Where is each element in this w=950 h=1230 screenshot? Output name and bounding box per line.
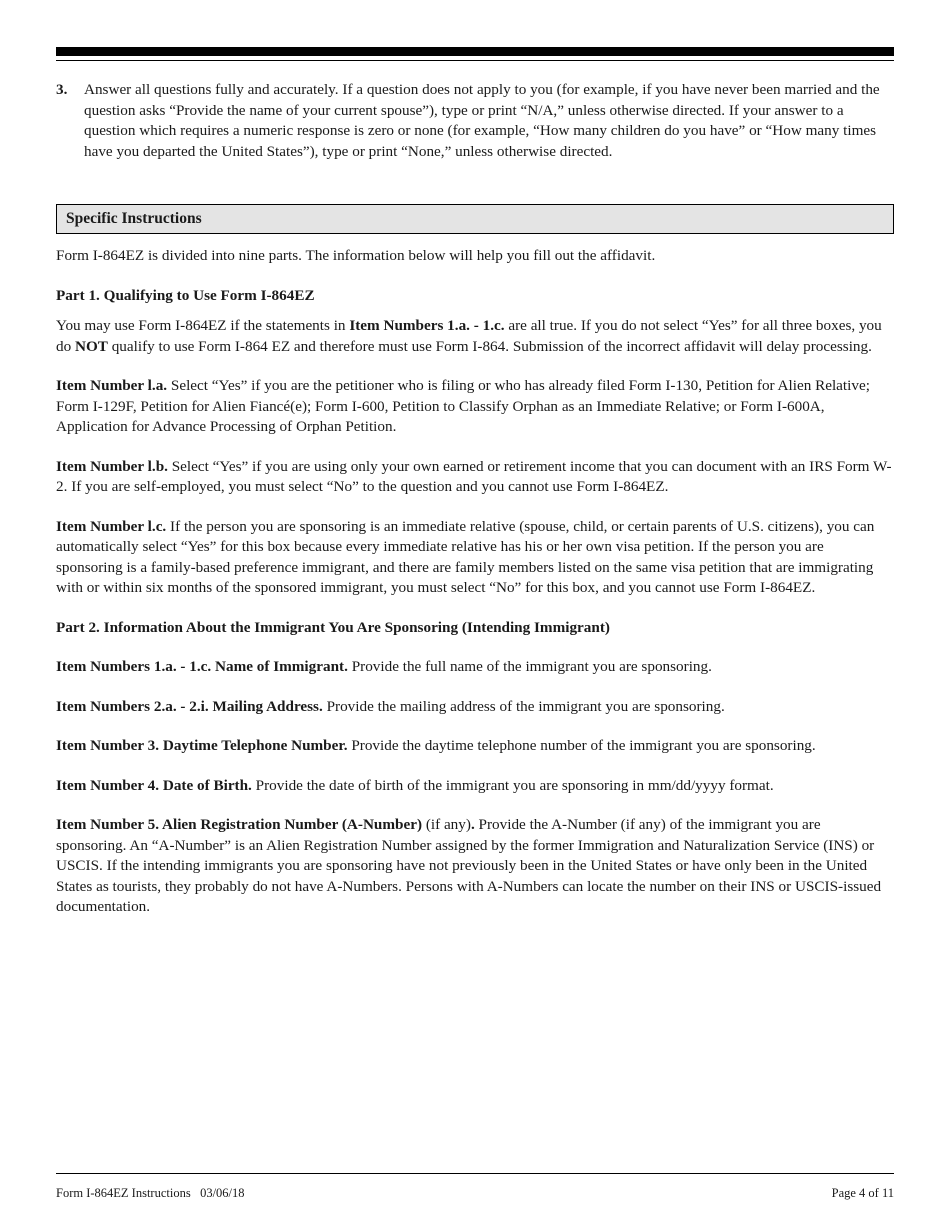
text-run: You may use Form I-864EZ if the statements in [56, 317, 350, 334]
footer-form-id: Form I-864EZ Instructions 03/06/18 [56, 1186, 245, 1200]
part2-heading [56, 618, 894, 639]
part1-intro [56, 316, 894, 357]
item-label: Item Number l.c. [56, 517, 167, 535]
item-label: Item Number l.b. [56, 457, 168, 475]
item-1a-paragraph [56, 376, 894, 438]
item-description: Select “Yes” if you are the petitioner who is filing or who has already filed Form I-130, Petition for Alien Relative; Form I-129F, Petition for Alien Fiancé(e); Form I-600, Petition to Classify Orphan as an Immediate Relative; or Form I-600A, Application for Advance Processing of Orphan Petition. [56, 377, 870, 435]
item-description: Provide the full name of the immigrant you are sponsoring. [347, 658, 712, 675]
text-run-bold: . [470, 816, 475, 833]
item-label: Item Number l.a. [56, 377, 168, 394]
part2-item-3-paragraph [56, 736, 894, 757]
item-description: Provide the daytime telephone number of the immigrant you are sponsoring. [347, 737, 816, 754]
part1-heading-text: Part 1. Qualifying to Use Form I-864EZ [56, 286, 315, 304]
item-1c-paragraph [56, 517, 894, 599]
footer-rule [56, 1173, 894, 1174]
text-run-bold: Item Numbers 1.a. - 1.c. [349, 317, 505, 334]
item-label: Item Numbers 1.a. - 1.c. Name of Immigrant. [56, 658, 348, 675]
header-rule-thick [56, 47, 894, 56]
item-label: Item Number 4. Date of Birth. [56, 776, 252, 794]
item-description: Select “Yes” if you are using only your own earned or retirement income that you can document with an IRS Form W-2. If you are self-employed, you must select “No” to the question and you cannot use Form I-864EZ. [56, 457, 892, 495]
part1-heading [56, 286, 894, 307]
item-description: Provide the date of birth of the immigrant you are sponsoring in mm/dd/yyyy format. [251, 776, 774, 794]
part2-item-4-paragraph [56, 776, 894, 797]
text-run: (if any) [422, 816, 471, 833]
part2-heading-text: Part 2. Information About the Immigrant You Are Sponsoring (Intending Immigrant) [56, 618, 610, 636]
specific-instructions-intro: Form I-864EZ is divided into nine parts. The information below will help you fill out the affidavit. [56, 247, 656, 264]
section-header-specific-instructions: Specific Instructions [56, 204, 894, 234]
footer-page-number: Page 4 of 11 [831, 1186, 894, 1200]
item-description: If the person you are sponsoring is an immediate relative (spouse, child, or certain parents of U.S. citizens), you can automatically select “Yes” for this box because every immediate relative has his or her own visa petition. If the person you are sponsoring is a family-based preference immigrant, and there are family members listed on the same visa petition that are immigrating with or within six months of the sponsored immigrant, you must select “No” for this box, and you cannot use Form I-864EZ. [56, 517, 875, 596]
text-run-bold: NOT [74, 337, 108, 355]
header-rule-thin [56, 60, 894, 61]
text-run: qualify to use Form I-864 EZ and therefore must use Form I-864. Submission of the incorrect affidavit will delay processing. [107, 337, 872, 355]
part2-item-1-paragraph [56, 657, 894, 678]
page-content [56, 80, 894, 918]
item-description: Provide the mailing address of the immigrant you are sponsoring. [322, 697, 725, 715]
item-description: Provide the A-Number (if any) of the immigrant you are sponsoring. An “A-Number” is an Alien Registration Number assigned by the former Immigration and Naturalization Service (INS) or USCIS. If the intending immigrants you are sponsoring have not previously been in the United States or have only been in the United States as tourists, they probably do not have A-Numbers. Persons with A-Numbers can locate the number on their INS or USCIS-issued documentation. [56, 816, 882, 915]
text-run: are all true. If you do not select “Yes” for all three boxes, you do [56, 317, 882, 355]
general-instruction-3 [56, 80, 894, 162]
part2-item-5-paragraph [56, 815, 894, 918]
item-label: Item Number 5. Alien Registration Number (A-Number) [56, 816, 423, 833]
item-1b-paragraph [56, 457, 894, 498]
item-label: Item Numbers 2.a. - 2.i. Mailing Address. [56, 697, 323, 715]
part2-item-2-paragraph [56, 697, 894, 718]
item-number: 3. [56, 81, 68, 98]
item-text: Answer all questions fully and accurately. If a question does not apply to you (for example, if you have never been married and the question asks “Provide the name of your current spouse”), type or print “N/A,” unless otherwise directed. If your answer to a question which requires a numeric response is zero or none (for example, “How many children do you have” or “How many times have you departed the United States”), type or print “None,” unless otherwise directed. [84, 81, 880, 160]
item-label: Item Number 3. Daytime Telephone Number. [56, 737, 348, 754]
